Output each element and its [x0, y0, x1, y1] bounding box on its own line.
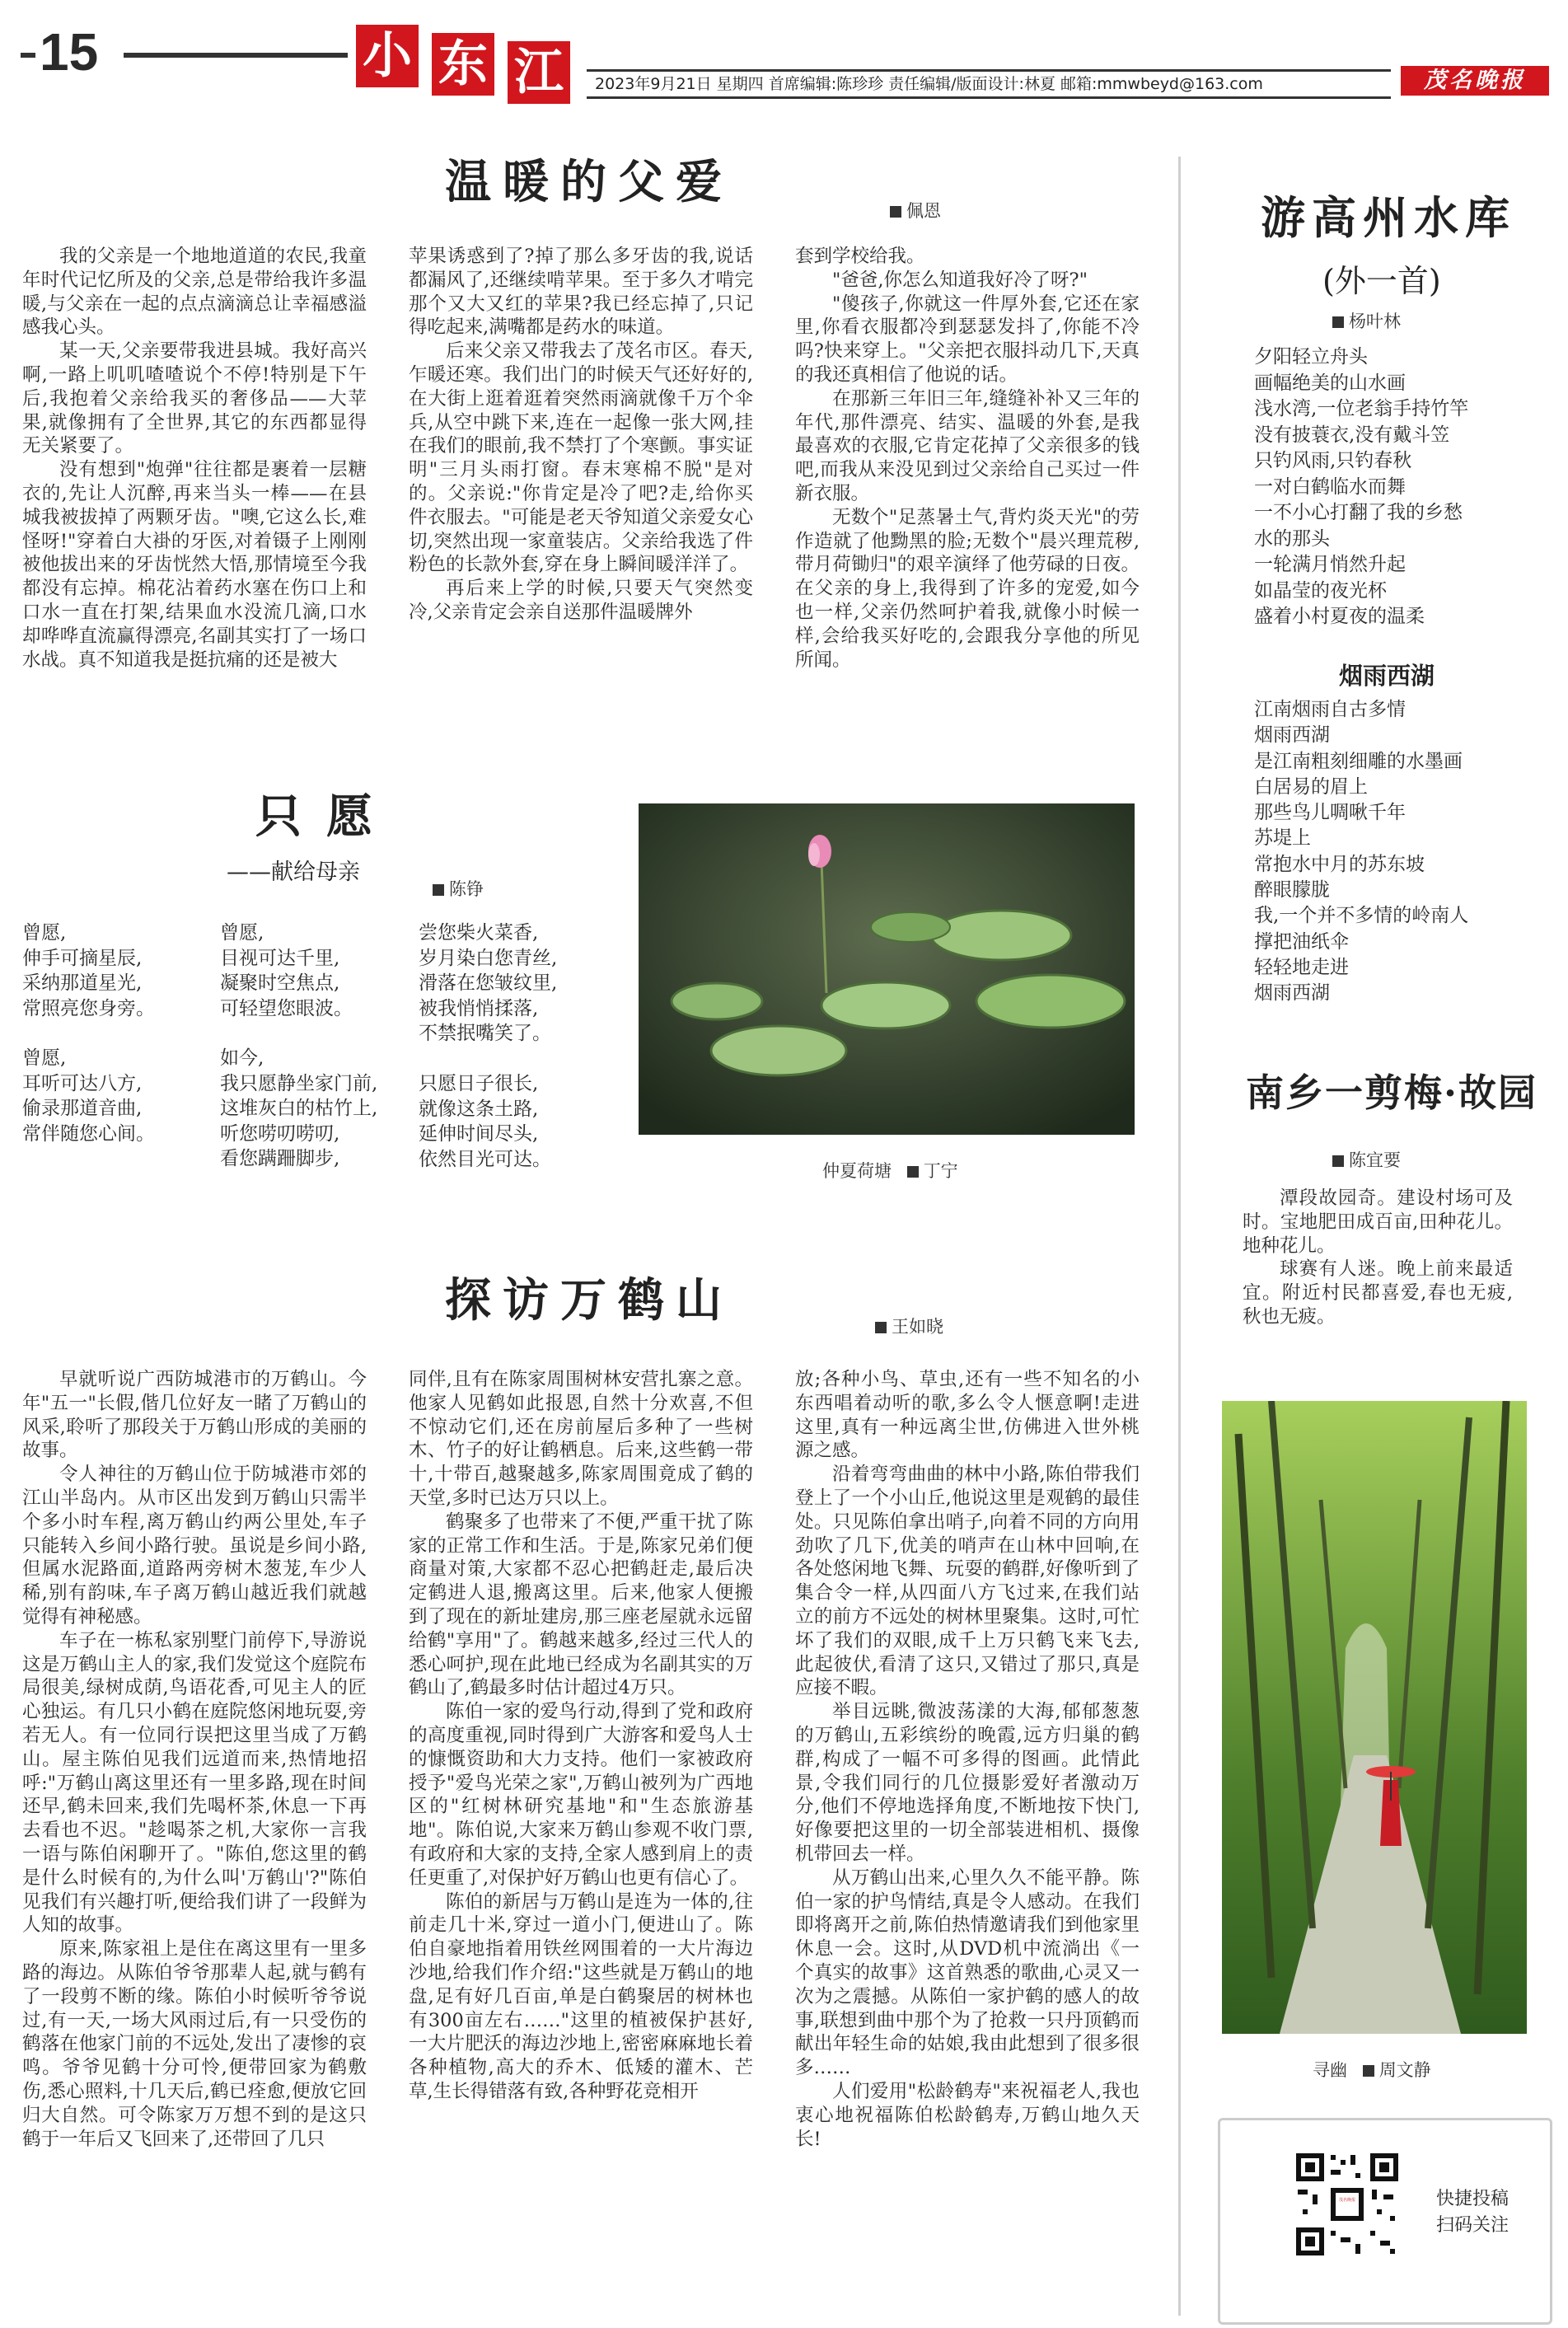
paragraph: 原来,陈家祖上是住在离这里有一里多路的海边。从陈伯爷爷那辈人起,就与鹤有了一段剪不断的缘。陈伯小时候听爷爷说过,有一天,一场大风雨过后,有一只受伤的鹤落在他家门前的不远处,发出了凄惨的哀鸣。爷爷见鹤十分可怜,便带回家为鹤敷伤,悉心照料,十几天后,鹤已痊愈,便放它回归大自然。可令陈家万万想不到的是这只鹤于一年后又飞回来了,还带回了几只: [22, 1938, 367, 2150]
paragraph: 车子在一栋私家别墅门前停下,导游说这是万鹤山主人的家,我们发觉这个庭院布局很美,绿树成荫,鸟语花香,可见主人的匠心独运。有几只小鹤在庭院悠闲地玩耍,旁若无人。有一位同行误把这里当成了万鹤山。屋主陈伯见我们远道而来,热情地招呼:"万鹤山离这里还有一里多路,现在时间还早,鹤未回来,我们先喝杯茶,休息一下再去看也不迟。"趁喝茶之机,大家你一言我一语与陈伯闲聊开了。"陈伯,您这里的鹤是什么时候有的,为什么叫'万鹤山'?"陈伯见我们有兴趣打听,便给我们讲了一段鲜为人知的故事。: [22, 1629, 367, 1937]
qr-box: [1218, 2118, 1552, 2325]
paragraph: 鹤聚多了也带来了不便,严重干扰了陈家的正常工作和生活。于是,陈家兄弟们便商量对策,大家都不忍心把鹤赶走,最后决定鹤进人退,搬离这里。后来,他家人便搬到了现在的新址建房,那三座老屋就永远留给鹤"享用"了。鹤越来越多,经过三代人的悉心呵护,现在此地已经成为名副其实的万鹤山了,鹤最多时估计超过4万只。: [409, 1511, 753, 1699]
sidebar-poem2-title: 烟雨西湖: [1339, 662, 1435, 690]
forest-caption-author: 周文静: [1378, 2060, 1431, 2080]
paragraph: 我的父亲是一个地地道道的农民,我童年时代记忆所及的父亲,总是带给我许多温暖,与父亲在一起的点点滴滴总让幸福感溢感我心头。: [22, 246, 367, 339]
poem-line: 画幅绝美的山水画: [1254, 372, 1406, 394]
article1-col2: [409, 245, 753, 625]
brand-logo: 茂名晚报: [1401, 66, 1549, 96]
paragraph: 再后来上学的时候,只要天气突然变冷,父亲肯定会亲自送那件温暖牌外: [409, 578, 753, 623]
poem-line: 这堆灰白的枯竹上,: [220, 1098, 378, 1119]
poem-line: 一对白鹤临水而舞: [1254, 475, 1406, 498]
article2-author: 陈铮: [449, 879, 484, 899]
poem-line: 听您唠叨唠叨,: [220, 1122, 340, 1145]
byline-square-icon: [907, 1166, 919, 1178]
paragraph: 某一天,父亲要带我进县城。我好高兴啊,一路上叽叽喳喳说个不停!特别是下午后,我抱着父亲给我买的奢侈品——大苹果,就像拥有了全世界,其它的东西都显得无关紧要了。: [22, 340, 367, 457]
poem-line: 轻轻地走进: [1254, 956, 1349, 978]
poem-line: 一轮满月悄然升起: [1254, 554, 1406, 575]
byline-square-icon: [1363, 2065, 1374, 2077]
page-header: [0, 0, 1568, 107]
paragraph: 令人神往的万鹤山位于防城港市郊的江山半岛内。从市区出发到万鹤山只需半个多小时车程,离万鹤山约两公里处,车子只能转入乡间小路行驶。虽说是乡间小路,但属水泥路面,道路两旁树木葱茏,车少人稀,别有韵味,车子离万鹤山越近我们就越觉得有神秘感。: [22, 1464, 367, 1628]
sidebar-poem1-title: 游高州水库: [1261, 191, 1516, 244]
poem-line: 一不小心打翻了我的乡愁: [1254, 502, 1463, 523]
paragraph: 球赛有人迷。晚上前来最适宜。附近村民都喜爱,春也无疲,秋也无疲。: [1243, 1258, 1513, 1328]
article1-col3: [795, 245, 1140, 672]
poem-line: 撑把油纸伞: [1254, 930, 1349, 953]
paragraph: 在那新三年旧三年,缝缝补补又三年的年代,那件漂亮、结实、温暖的外套,是我最喜欢的衣服,它肯定花掉了父亲很多的钱吧,而我从来没见到过父亲给自己买过一件新衣服。: [795, 387, 1140, 504]
byline-square-icon: [890, 206, 901, 218]
poem-line: 偷录那道音曲,: [22, 1098, 143, 1119]
sidebar-poem1-subtitle: (外一首): [1322, 263, 1441, 299]
stanza-2: [220, 920, 353, 1021]
forest-photo: [1222, 1401, 1527, 2034]
article1-author: 佩恩: [906, 201, 941, 221]
poem-line: 烟雨西湖: [1254, 724, 1330, 747]
byline-square-icon: [1332, 1155, 1344, 1167]
header-dash: [21, 53, 35, 58]
poem-line: 不禁抿嘴笑了。: [419, 1023, 551, 1044]
qr-code[interactable]: [1294, 2152, 1400, 2257]
article1-col1: [22, 245, 367, 672]
poem-line: 是江南粗刻细雕的水墨画: [1254, 750, 1463, 772]
paragraph: 套到学校给我。: [795, 246, 925, 267]
article3-col1: [22, 1368, 367, 2151]
poem-line: 我只愿静坐家门前,: [220, 1072, 378, 1094]
poem-line: 滑落在您皱纹里,: [419, 972, 558, 994]
article3-author: 王如晓: [892, 1317, 943, 1337]
article2-title: 只愿: [255, 789, 397, 844]
lotus-pond-illustration: [639, 803, 1135, 1135]
poem-line: 伸手可摘星辰,: [22, 947, 143, 969]
paragraph: 后来父亲又带我去了茂名市区。春天,乍暖还寒。我们出门的时候天气还好好的,在大街上逛着逛着突然雨滴就像千万个伞兵,从空中跳下来,连在一起像一张大网,挂在我们的眼前,我不禁打了个寒颤。事实证明"三月头雨打窗。春末寒棉不脱"是对的。父亲说:"你肯定是冷了吧?走,给你买件衣服去。"可能是老天爷知道父亲爱女心切,突然出现一家童装店。父亲给我选了件粉色的长款外套,穿在身上瞬间暖洋洋了。: [409, 340, 753, 576]
paragraph: 人们爱用"松龄鹤寿"来祝福老人,我也衷心地祝福陈伯松龄鹤寿,万鹤山地久天长!: [795, 2080, 1140, 2150]
header-meta: 2023年9月21日 星期四 首席编辑:陈珍珍 责任编辑/版面设计:林夏 邮箱:mmwbeyd@163.com: [595, 75, 1263, 93]
paragraph: "傻孩子,你就这一件厚外套,它还在家里,你看衣服都冷到瑟瑟发抖了,你能不冷吗?快来穿上。"父亲把衣服抖动几下,天真的我还真相信了他说的话。: [795, 293, 1140, 386]
header-rule: [124, 53, 348, 58]
poem-line: 如今,: [220, 1047, 264, 1069]
stanza-1: [22, 920, 155, 1021]
paragraph: "爸爸,你怎么知道我好冷了呀?": [832, 269, 1088, 291]
lotus-caption: [822, 1158, 958, 1183]
poem-line: 尝您柴火菜香,: [419, 922, 539, 944]
paragraph: 潭段故园奇。建设村场可及时。宝地肥田成百亩,田种花儿。地种花儿。: [1243, 1187, 1513, 1257]
poem-line: 常伴随您心间。: [22, 1122, 155, 1145]
poem-line: 只愿日子很长,: [419, 1073, 539, 1094]
poem-line: 曾愿,: [22, 922, 67, 944]
poem-line: 曾愿,: [220, 922, 264, 944]
poem-line: 醉眼朦胧: [1254, 879, 1330, 902]
stanza-4: [22, 1046, 155, 1146]
section-name: [356, 18, 572, 105]
poem-line: 我,一个并不多情的岭南人: [1254, 905, 1469, 927]
section-char-3: 江: [508, 41, 570, 104]
byline-square-icon: [433, 884, 444, 896]
poem-line: 烟雨西湖: [1254, 982, 1330, 1005]
paragraph: 陈伯一家的爱鸟行动,得到了党和政府的高度重视,同时得到广大游客和爱鸟人士的慷慨资助和大力支持。他们一家被政府授予"爱鸟光荣之家",万鹤山被列为广西地区的"红树林研究基地"和"生态旅游基地"。陈伯说,大家来万鹤山参观不收门票,有政府和大家的支持,全家人感到肩上的责任更重了,对保护好万鹤山也更有信心了。: [409, 1701, 753, 1889]
poem-line: 凝聚时空焦点,: [220, 972, 340, 994]
poem-line: 被我悄悄揉落,: [419, 997, 539, 1019]
sidebar-divider: [1178, 157, 1181, 2316]
article1-title: 温暖的父爱: [445, 155, 733, 209]
byline-square-icon: [875, 1322, 887, 1333]
forest-path-illustration: [1222, 1401, 1527, 2034]
sidebar-poem1-author: 杨叶林: [1349, 311, 1401, 331]
paragraph: 放;各种小鸟、草虫,还有一些不知名的小东西唱着动听的歌,多么令人惬意啊!走进这里,真有一种远离尘世,仿佛进入世外桃源之感。: [795, 1369, 1140, 1462]
page-number: 15: [40, 22, 99, 82]
paragraph: 无数个"足蒸暑土气,背灼炎天光"的劳作造就了他黝黑的脸;无数个"晨兴理荒秽,带月荷锄归"的艰辛演绎了他劳碌的日夜。在父亲的身上,我得到了许多的宠爱,如今也一样,父亲仍然呵护着我,就像小时候一样,会给我买好吃的,会跟我分享他的所见所闻。: [795, 506, 1140, 671]
article2-subtitle: ——献给母亲: [227, 860, 360, 885]
poem-line: 如晶莹的夜光杯: [1254, 579, 1387, 602]
poem-line: 水的那头: [1254, 527, 1330, 550]
poem-line: 浅水湾,一位老翁手持竹竿: [1254, 398, 1469, 419]
lotus-caption-author: 丁宁: [923, 1161, 958, 1181]
poem-line: 采纳那道星光,: [22, 972, 143, 994]
poem-line: 曾愿,: [22, 1047, 67, 1069]
poem-line: 白居易的眉上: [1254, 775, 1368, 798]
poem-line: 目视可达千里,: [220, 947, 340, 969]
paragraph: 苹果诱惑到了?掉了那么多牙齿的我,说话都漏风了,还继续啃苹果。至于多久才啃完那个又大又红的苹果?我已经忘掉了,只记得吃起来,满嘴都是药水的味道。: [409, 246, 753, 339]
stanza-3: [419, 920, 557, 1047]
byline-square-icon: [1332, 316, 1344, 328]
stanza-5: [220, 1046, 377, 1172]
poem-line: 江南烟雨自古多情: [1254, 699, 1406, 720]
paragraph: 沿着弯弯曲曲的林中小路,陈伯带我们登上了一个小山丘,他说这里是观鹤的最佳处。只见陈伯拿出哨子,向着不同的方向用劲吹了几下,优美的哨声在山林中回响,在各处悠闲地飞舞、玩耍的鹤群,好像听到了集合令一样,从四面八方飞过来,在我们站立的前方不远处的树林里聚集。这时,可忙坏了我们的双眼,成千上万只鹤飞来飞去,此起彼伏,看清了这只,又错过了那只,真是应接不暇。: [795, 1464, 1140, 1699]
lotus-photo: [639, 803, 1135, 1135]
qr-center-logo: 茂名晚报: [1339, 2198, 1356, 2203]
article3-col2: [409, 1368, 753, 2104]
section-char-1: 小: [356, 25, 419, 87]
poem-line: 耳听可达八方,: [22, 1072, 143, 1094]
article2-byline: [433, 876, 484, 901]
sidebar-ci-author: 陈宜要: [1349, 1150, 1401, 1170]
poem-line: 可轻望您眼波。: [220, 997, 353, 1019]
forest-caption-title: 寻幽: [1313, 2060, 1347, 2080]
sidebar-poem2-body: [1254, 697, 1468, 1007]
poem-line: 盛着小村夏夜的温柔: [1254, 606, 1425, 627]
qr-label-2: 扫码关注: [1436, 2215, 1509, 2236]
stanza-6: [419, 1071, 551, 1172]
poem-line: 就像这条土路,: [419, 1098, 539, 1120]
sidebar-poem1-byline: [1332, 308, 1401, 333]
poem-line: 只钓风雨,只钓春秋: [1254, 450, 1412, 471]
poem-line: 没有披蓑衣,没有戴斗笠: [1254, 424, 1450, 446]
lotus-caption-title: 仲夏荷塘: [822, 1161, 892, 1181]
paragraph: 陈伯的新居与万鹤山是连为一体的,往前走几十米,穿过一道小门,便进山了。陈伯自豪地指着用铁丝网围着的一大片海边沙地,给我们作介绍:"这些就是万鹤山的地盘,足有好几百亩,单是白鹤聚居的树林也有300亩左右……"这里的植被保护甚好,一大片肥沃的海边沙地上,密密麻麻地长着各种植物,高大的乔木、低矮的灌木、芒草,生长得错落有致,各种野花竞相开: [409, 1890, 753, 2102]
paragraph: 从万鹤山出来,心里久久不能平静。陈伯一家的护鸟情结,真是令人感动。在我们即将离开之前,陈伯热情邀请我们到他家里休息一会。这时,从DVD机中流淌出《一个真实的故事》这首熟悉的歌曲,心灵又一次为之震撼。从陈伯一家护鹤的感人的故事,联想到曲中那个为了抢救一只丹顶鹤而献出年轻生命的姑娘,我由此想到了很多很多……: [795, 1867, 1140, 2079]
header-meta-bar: [587, 69, 1391, 99]
poem-line: 夕阳轻立舟头: [1254, 346, 1368, 368]
article1-byline: [890, 198, 941, 222]
article3-byline: [875, 1314, 943, 1338]
poem-line: 延伸时间尽头,: [419, 1123, 539, 1145]
sidebar-poem1-body: [1254, 344, 1468, 630]
article3-title: 探访万鹤山: [445, 1273, 733, 1328]
sidebar-ci-body: [1243, 1187, 1513, 1329]
poem-line: 常抱水中月的苏东坡: [1254, 853, 1425, 875]
forest-caption: [1313, 2057, 1431, 2082]
paragraph: 同伴,且有在陈家周围树林安营扎寨之意。他家人见鹤如此报恩,自然十分欢喜,不但不惊动它们,还在房前屋后多种了一些树木、竹子的好让鹤栖息。后来,这些鹤一带十,十带百,越聚越多,陈家周围竟成了鹤的天堂,多时已达万只以上。: [409, 1369, 753, 1509]
poem-line: 苏堤上: [1254, 827, 1311, 850]
article3-col3: [795, 1368, 1140, 2151]
section-char-2: 东: [432, 33, 494, 96]
poem-line: 依然目光可达。: [419, 1148, 551, 1170]
paragraph: 举目远眺,微波荡漾的大海,郁郁葱葱的万鹤山,五彩缤纷的晚霞,远方归巢的鹤群,构成了一幅不可多得的图画。此情此景,令我们同行的几位摄影爱好者激动万分,他们不停地选择角度,不断地按下快门,好像要把这里的一切全部装进相机、摄像机带回去一样。: [795, 1701, 1140, 1865]
sidebar-ci-byline: [1332, 1147, 1401, 1172]
paragraph: 早就听说广西防城港市的万鹤山。今年"五一"长假,偕几位好友一睹了万鹤山的风采,聆听了那段关于万鹤山形成的美丽的故事。: [22, 1369, 367, 1462]
paragraph: 没有想到"炮弹"往往都是裹着一层糖衣的,先让人沉醉,再来当头一棒——在县城我被拔掉了两颗牙齿。"噢,它这么长,难怪呀!"穿着白大褂的牙医,对着镊子上刚刚被他拔出来的牙齿恍然大悟,那情境至今我都没有忘掉。棉花沾着药水塞在伤口上和口水一直在打架,结果血水没流几滴,口水却哗哗直流赢得漂亮,名副其实打了一场口水战。真不知道我是挺抗痛的还是被大: [22, 459, 367, 671]
poem-line: 常照亮您身旁。: [22, 997, 155, 1019]
qr-label-1: 快捷投稿: [1436, 2189, 1509, 2209]
poem-line: 看您蹒跚脚步,: [220, 1148, 340, 1169]
poem-line: 那些鸟儿啁啾千年: [1254, 802, 1406, 824]
sidebar-ci-title: 南乡一剪梅·故园: [1246, 1070, 1538, 1115]
poem-line: 岁月染白您青丝,: [419, 947, 558, 969]
